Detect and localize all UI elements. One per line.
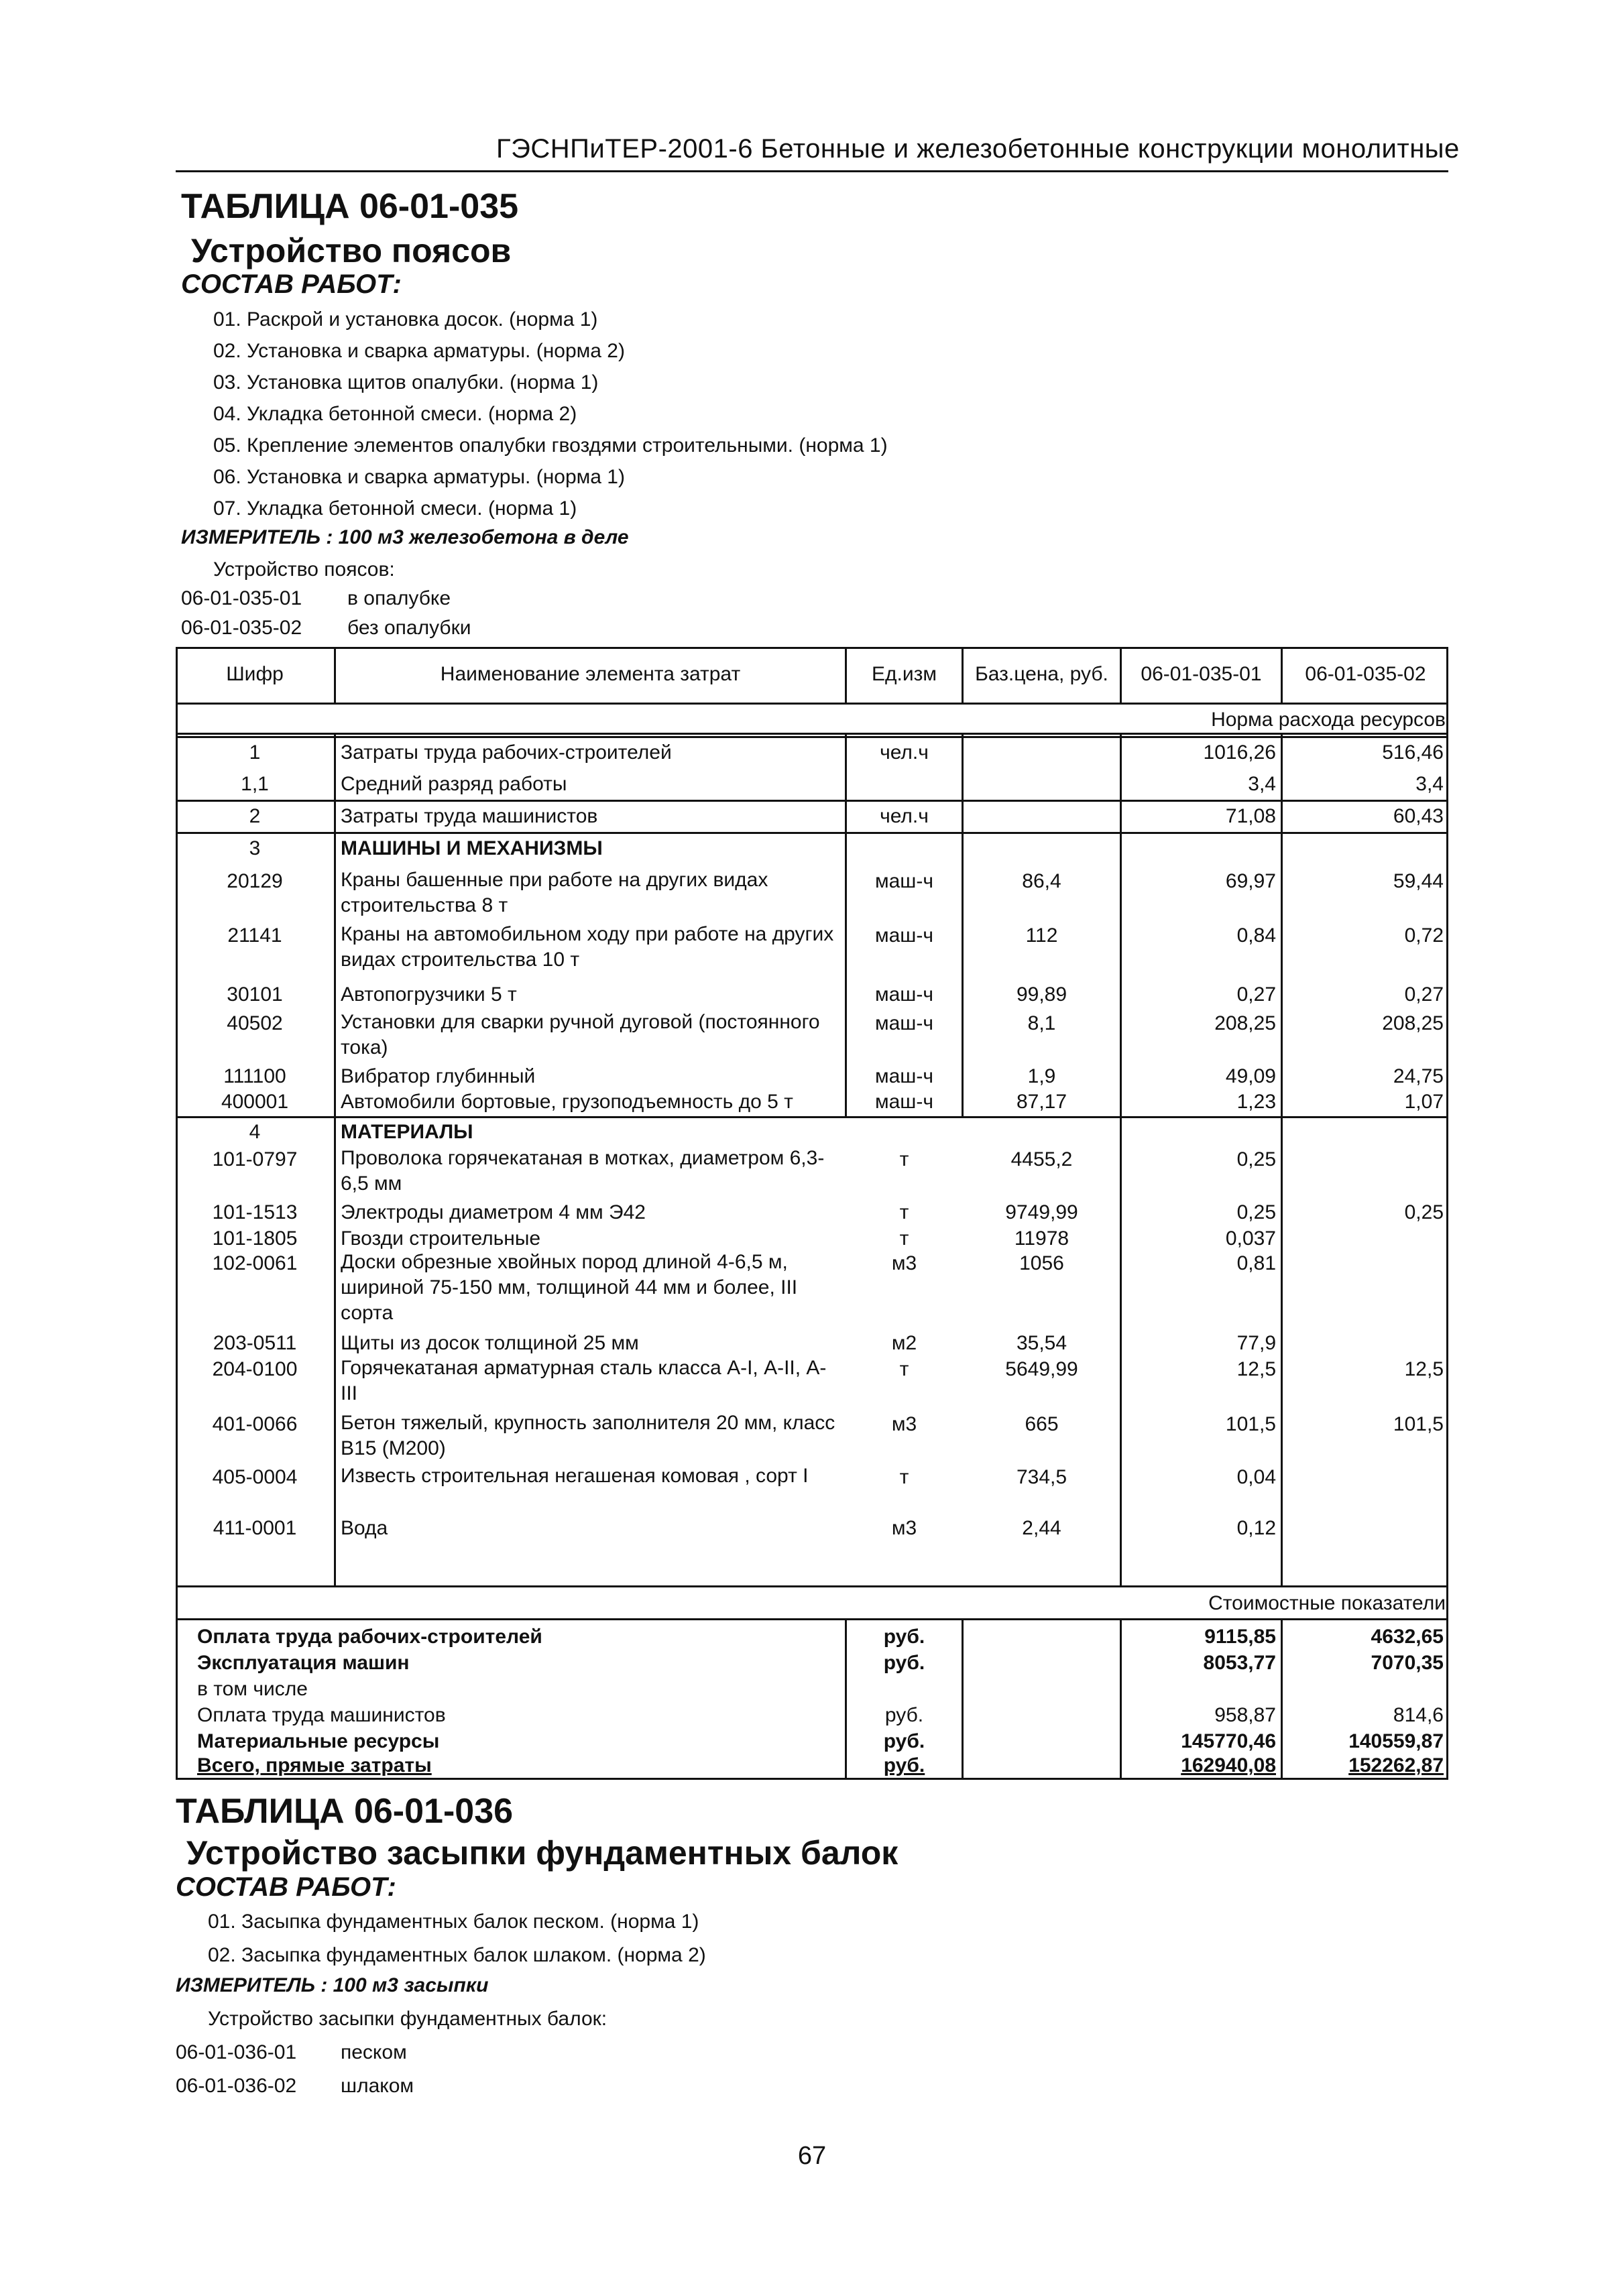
row-v1: 0,81 [1236, 1252, 1276, 1274]
cost-name-total: Всего, прямые затраты [197, 1754, 432, 1776]
row-code: 21141 [227, 924, 282, 947]
col-head-unit: Ед.изм [872, 663, 937, 685]
col-rule [334, 735, 336, 1585]
row-name: Вода [341, 1517, 388, 1539]
row-code: 40502 [227, 1012, 283, 1034]
row-v1: 0,27 [1236, 983, 1276, 1006]
row-code: 411-0001 [213, 1517, 297, 1539]
cost-v1: 958,87 [1214, 1704, 1276, 1726]
row-price: 2,44 [1022, 1517, 1061, 1539]
row-price: 5649,99 [1005, 1358, 1078, 1380]
row-v2: 12,5 [1404, 1358, 1444, 1380]
norm-desc: в опалубке [347, 587, 451, 609]
row-v1: 71,08 [1225, 805, 1276, 827]
row-code: 203-0511 [213, 1332, 297, 1354]
row-v2: 1,07 [1404, 1091, 1444, 1113]
row-v2: 101,5 [1393, 1413, 1444, 1435]
norm-code: 06-01-036-01 [176, 2041, 297, 2063]
row-name: Электроды диаметром 4 мм Э42 [341, 1201, 646, 1223]
col-head-shifr: Шифр [226, 663, 284, 685]
row-code: 101-1805 [212, 1227, 298, 1250]
row-code: 204-0100 [212, 1358, 298, 1380]
row-v1: 0,12 [1236, 1517, 1276, 1539]
row-code: 20129 [227, 870, 283, 892]
row-code: 401-0066 [212, 1413, 298, 1435]
table-035-ustr: Устройство поясов: [213, 558, 395, 581]
table-036-subtitle: Устройство засыпки фундаментных балок [186, 1834, 898, 1872]
col-head-name: Наименование элемента затрат [440, 663, 741, 685]
row-rule [176, 832, 1448, 834]
row-unit: т [899, 1201, 909, 1223]
work-item: 02. Установка и сварка арматуры. (норма 2) [213, 340, 625, 362]
row-code: 101-0797 [212, 1148, 298, 1170]
row-rule [176, 800, 1448, 802]
row-v1: 0,037 [1225, 1227, 1276, 1250]
col-rule [1281, 735, 1283, 1585]
cost-v1: 8053,77 [1203, 1652, 1276, 1674]
row-v1: 3,4 [1248, 773, 1276, 795]
norm-code: 06-01-035-01 [181, 587, 302, 609]
cost-v1: 162940,08 [1181, 1754, 1276, 1776]
header-rule [176, 170, 1448, 172]
work-item: 01. Засыпка фундаментных балок песком. (норма 1) [208, 1911, 699, 1933]
row-v1: 77,9 [1236, 1332, 1276, 1354]
row-price: 1056 [1019, 1252, 1064, 1274]
cost-unit: руб. [883, 1754, 925, 1776]
cost-v1: 9115,85 [1204, 1626, 1276, 1648]
row-v1: 12,5 [1236, 1358, 1276, 1380]
row-name: Доски обрезные хвойных пород длиной 4-6,5 м, шириной 75-150 мм, толщиной 44 мм и более, III сорта [341, 1251, 798, 1324]
col-head-price: Баз.цена, руб. [975, 663, 1108, 685]
row-name: Краны на автомобильном ходу при работе на других видах строительства 10 т [341, 923, 834, 971]
row-unit: маш-ч [875, 924, 933, 947]
cost-v2: 7070,35 [1371, 1652, 1444, 1674]
row-v2: 3,4 [1415, 773, 1444, 795]
row-price: 1,9 [1027, 1065, 1056, 1087]
row-rule [176, 736, 1448, 738]
table-035-title: ТАБЛИЦА 06-01-035 [181, 187, 519, 226]
row-rule [176, 1116, 1448, 1118]
col-head-norm2: 06-01-035-02 [1305, 663, 1426, 685]
row-price: 8,1 [1027, 1012, 1056, 1034]
cost-name: в том числе [197, 1678, 308, 1700]
resource-table [176, 647, 1448, 1780]
row-price: 734,5 [1016, 1466, 1067, 1488]
norm-desc: песком [341, 2041, 407, 2063]
row-v1: 0,25 [1236, 1148, 1276, 1170]
row-price: 11978 [1014, 1227, 1069, 1250]
col-head-norm1: 06-01-035-01 [1141, 663, 1262, 685]
table-035-sostav: СОСТАВ РАБОТ: [181, 269, 402, 299]
cost-name: Эксплуатация машин [197, 1652, 410, 1674]
table-036-izmeritel: ИЗМЕРИТЕЛЬ : 100 м3 засыпки [176, 1974, 489, 1996]
row-price: 99,89 [1016, 983, 1067, 1006]
row-code: 400001 [221, 1091, 289, 1113]
work-item: 02. Засыпка фундаментных балок шлаком. (норма 2) [208, 1944, 706, 1966]
row-v2: 60,43 [1393, 805, 1444, 827]
row-v1: 1,23 [1236, 1091, 1276, 1113]
running-header: ГЭСНПиТЕР-2001-6 Бетонные и железобетонные конструкции монолитные [496, 134, 1460, 164]
section-materials: МАТЕРИАЛЫ [341, 1121, 473, 1143]
row-code: 4 [249, 1121, 261, 1143]
row-v1: 1016,26 [1203, 741, 1276, 764]
cost-v2: 140559,87 [1348, 1730, 1444, 1752]
row-v2: 516,46 [1382, 741, 1444, 764]
cost-v2: 814,6 [1393, 1704, 1444, 1726]
row-code: 3 [249, 837, 261, 859]
norm-code: 06-01-035-02 [181, 617, 302, 639]
row-name: Щиты из досок толщиной 25 мм [341, 1332, 639, 1354]
row-unit: м3 [891, 1517, 917, 1539]
row-price: 86,4 [1022, 870, 1061, 892]
row-v1: 69,97 [1225, 870, 1276, 892]
norm-desc: без опалубки [347, 617, 471, 639]
row-code: 405-0004 [212, 1466, 298, 1488]
cost-name: Оплата труда машинистов [197, 1704, 446, 1726]
row-name: Средний разряд работы [341, 773, 567, 795]
row-name: Затраты труда рабочих-строителей [341, 741, 672, 764]
table-036-sostav: СОСТАВ РАБОТ: [176, 1872, 396, 1902]
row-unit: м3 [891, 1413, 917, 1435]
row-unit: маш-ч [875, 870, 933, 892]
row-v1: 0,25 [1236, 1201, 1276, 1223]
col-rule [962, 1620, 964, 1780]
row-unit: т [899, 1466, 909, 1488]
section-machines: МАШИНЫ И МЕХАНИЗМЫ [341, 837, 603, 859]
page-number: 67 [797, 2142, 827, 2170]
work-item: 05. Крепление элементов опалубки гвоздями строительными. (норма 1) [213, 434, 888, 457]
cost-v1: 145770,46 [1181, 1730, 1276, 1752]
work-item: 01. Раскрой и установка досок. (норма 1) [213, 308, 598, 330]
row-unit: маш-ч [875, 1065, 933, 1087]
row-v2: 0,72 [1404, 924, 1444, 947]
row-unit: м2 [891, 1332, 917, 1354]
work-item: 07. Укладка бетонной смеси. (норма 1) [213, 497, 577, 520]
row-unit: т [899, 1148, 909, 1170]
row-v2: 59,44 [1393, 870, 1444, 892]
cost-name: Оплата труда рабочих-строителей [197, 1626, 542, 1648]
table-035-subtitle: Устройство поясов [191, 232, 512, 269]
row-name: Бетон тяжелый, крупность заполнителя 20 мм, класс В15 (М200) [341, 1412, 835, 1459]
row-v1: 208,25 [1214, 1012, 1276, 1034]
row-name: Известь строительная негашеная комовая , сорт I [341, 1465, 809, 1487]
row-v1: 49,09 [1225, 1065, 1276, 1087]
row-v2: 208,25 [1382, 1012, 1444, 1034]
row-code: 1,1 [241, 773, 269, 795]
row-name: Автопогрузчики 5 т [341, 983, 517, 1006]
row-unit: маш-ч [875, 983, 933, 1006]
row-code: 2 [249, 805, 261, 827]
row-name: Установки для сварки ручной дуговой (постоянного тока) [341, 1011, 820, 1059]
cost-v2: 152262,87 [1348, 1754, 1444, 1776]
row-price: 87,17 [1016, 1091, 1067, 1113]
row-v2: 0,27 [1404, 983, 1444, 1006]
work-item: 03. Установка щитов опалубки. (норма 1) [213, 371, 599, 394]
row-unit: т [899, 1227, 909, 1250]
row-name: Гвозди строительные [341, 1227, 541, 1250]
row-unit: м3 [891, 1252, 917, 1274]
row-unit: чел.ч [880, 741, 929, 764]
row-unit: чел.ч [880, 805, 929, 827]
row-name: Горячекатаная арматурная сталь класса А-I, А-II, А-III [341, 1357, 827, 1404]
row-v1: 0,04 [1236, 1466, 1276, 1488]
cost-name: Материальные ресурсы [197, 1730, 440, 1752]
row-name: Затраты труда машинистов [341, 805, 598, 827]
cost-unit: руб. [884, 1704, 924, 1726]
row-price: 112 [1025, 924, 1058, 947]
cost-unit: руб. [883, 1730, 925, 1752]
row-code: 102-0061 [212, 1252, 298, 1274]
work-item: 04. Укладка бетонной смеси. (норма 2) [213, 403, 577, 425]
row-code: 30101 [227, 983, 283, 1006]
cost-unit: руб. [883, 1652, 925, 1674]
work-item: 06. Установка и сварка арматуры. (норма 1) [213, 466, 625, 488]
stoim-label: Стоимостные показатели [1208, 1592, 1446, 1614]
row-price: 9749,99 [1005, 1201, 1078, 1223]
row-v1: 0,84 [1236, 924, 1276, 947]
row-v2: 24,75 [1393, 1065, 1444, 1087]
row-name: Вибратор глубинный [341, 1065, 536, 1087]
row-code: 1 [249, 741, 261, 764]
row-unit: маш-ч [875, 1012, 933, 1034]
row-name: Проволока горячекатаная в мотках, диаметром 6,3-6,5 мм [341, 1147, 825, 1195]
row-price: 35,54 [1016, 1332, 1067, 1354]
row-name: Краны башенные при работе на других видах строительства 8 т [341, 869, 768, 916]
table-036-title: ТАБЛИЦА 06-01-036 [176, 1792, 514, 1831]
table-036-ustr: Устройство засыпки фундаментных балок: [208, 2008, 607, 2030]
row-name: Автомобили бортовые, грузоподъемность до 5 т [341, 1091, 793, 1113]
row-v1: 101,5 [1225, 1413, 1276, 1435]
norma-label: Норма расхода ресурсов [1211, 709, 1446, 731]
norm-desc: шлаком [341, 2075, 414, 2097]
norm-code: 06-01-036-02 [176, 2075, 297, 2097]
cost-unit: руб. [883, 1626, 925, 1648]
cost-v2: 4632,65 [1371, 1626, 1444, 1648]
row-price: 665 [1025, 1413, 1059, 1435]
row-unit: маш-ч [875, 1091, 933, 1113]
table-035-izmeritel: ИЗМЕРИТЕЛЬ : 100 м3 железобетона в деле [181, 526, 629, 548]
row-price: 4455,2 [1010, 1148, 1073, 1170]
row-unit: т [899, 1358, 909, 1380]
row-v2: 0,25 [1404, 1201, 1444, 1223]
row-code: 101-1513 [212, 1201, 298, 1223]
row-code: 111100 [223, 1065, 286, 1087]
